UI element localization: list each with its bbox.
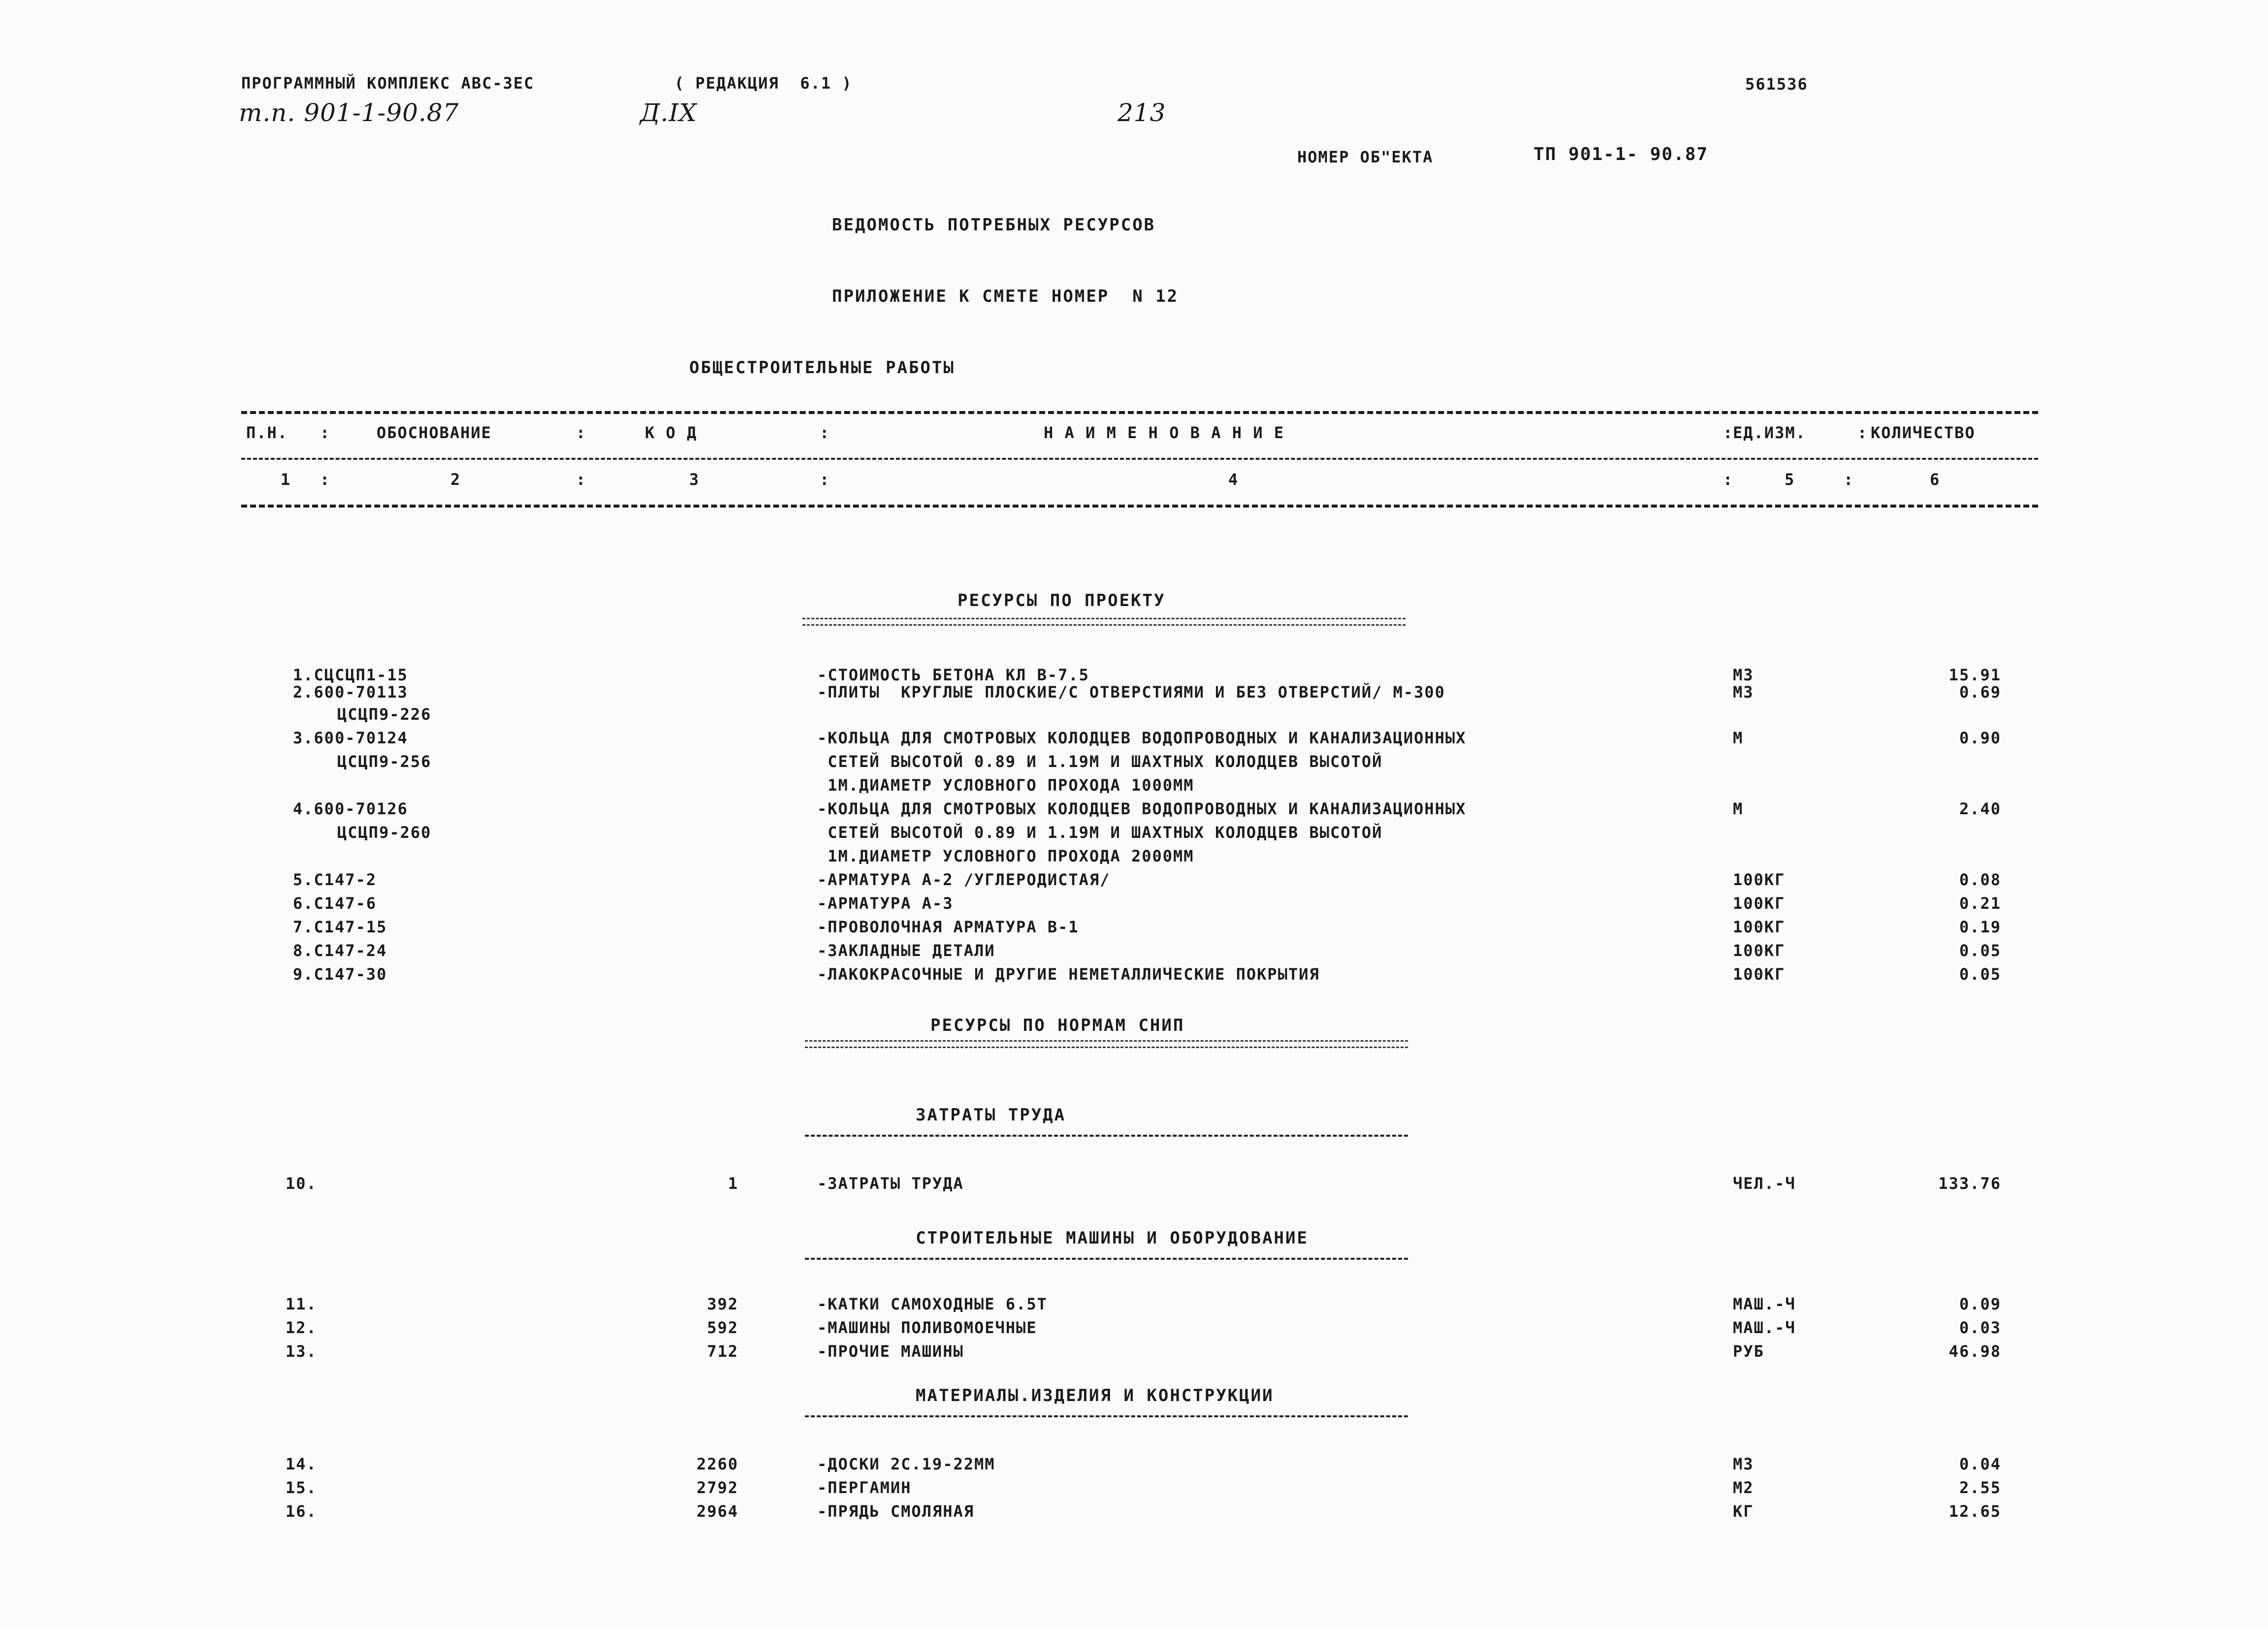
row-unit: 100КГ: [1733, 894, 1786, 913]
row-name: -АРМАТУРА А-3: [817, 894, 954, 913]
row-quantity: 0.90: [1959, 729, 2001, 747]
row-number: 8.С147-24: [293, 941, 387, 960]
row-name-line-2: СЕТЕЙ ВЫСОТОЙ 0.89 И 1.19М И ШАХТНЫХ КОЛОДЦЕВ ВЫСОТОЙ: [817, 823, 1383, 842]
col-number-5: 5: [1785, 470, 1795, 489]
col-number-4: 4: [1228, 470, 1239, 489]
row-quantity: 0.05: [1959, 941, 2001, 960]
row-unit: М3: [1733, 1455, 1754, 1473]
subgroup-title-machines: СТРОИТЕЛЬНЫЕ МАШИНЫ И ОБОРУДОВАНИЕ: [916, 1228, 1309, 1248]
row-quantity: 2.55: [1959, 1478, 2001, 1497]
row-number: 1.СЦСЦП1-15: [293, 666, 408, 684]
row-code: 712: [707, 1342, 738, 1361]
col-number-2: 2: [450, 470, 461, 489]
row-quantity: 2.40: [1959, 799, 2001, 818]
row-number: 6.С147-6: [293, 894, 377, 913]
row-name: -СТОИМОСТЬ БЕТОНА КЛ В-7.5: [817, 666, 1089, 684]
document-number: 561536: [1745, 75, 1808, 94]
row-basis: ЦСЦП9-260: [337, 823, 432, 842]
row-name: -ЗАТРАТЫ ТРУДА: [817, 1174, 964, 1193]
row-name-line-3: 1М.ДИАМЕТР УСЛОВНОГО ПРОХОДА 1000ММ: [817, 776, 1194, 795]
row-unit: М: [1733, 799, 1744, 818]
header-rule-middle: [241, 458, 2038, 462]
row-code: 2260: [696, 1455, 738, 1473]
group-title-norms-underline: [805, 1040, 1408, 1048]
subgroup-machines-underline: [805, 1258, 1408, 1262]
row-number: 4.600-70126: [293, 799, 408, 818]
row-unit: 100КГ: [1733, 941, 1786, 960]
row-unit: ЧЕЛ.-Ч: [1733, 1174, 1796, 1193]
row-unit: КГ: [1733, 1502, 1754, 1521]
col-header-name: Н А И М Е Н О В А Н И Е: [1044, 423, 1285, 442]
row-unit: М2: [1733, 1478, 1754, 1497]
row-number: 15.: [286, 1478, 317, 1497]
handwritten-page-number: 213: [1118, 98, 1166, 127]
row-name: -ПЛИТЫ КРУГЛЫЕ ПЛОСКИЕ/С ОТВЕРСТИЯМИ И БЕЗ ОТВЕРСТИЙ/ М-300: [817, 683, 1445, 702]
subgroup-title-labor: ЗАТРАТЫ ТРУДА: [916, 1105, 1066, 1125]
document-subtitle: ПРИЛОЖЕНИЕ К СМЕТЕ НОМЕР N 12: [832, 287, 1179, 306]
col-header-item-no: П.Н.: [246, 423, 288, 442]
col-header-quantity: КОЛИЧЕСТВО: [1871, 423, 1976, 442]
row-name: -ПРОЧИЕ МАШИНЫ: [817, 1342, 964, 1361]
row-name: -ПЕРГАМИН: [817, 1478, 912, 1497]
row-unit: 100КГ: [1733, 870, 1786, 889]
row-unit: РУБ: [1733, 1342, 1764, 1361]
row-code: 592: [707, 1318, 738, 1337]
row-number: 13.: [286, 1342, 317, 1361]
header-rule-bottom: [241, 505, 2038, 510]
row-name: -МАШИНЫ ПОЛИВОМОЕЧНЫЕ: [817, 1318, 1037, 1337]
row-code: 2792: [696, 1478, 738, 1497]
row-quantity: 0.19: [1959, 918, 2001, 936]
row-unit: МАШ.-Ч: [1733, 1295, 1796, 1313]
program-edition: ( РЕДАКЦИЯ 6.1 ): [674, 74, 853, 93]
col-header-code: К О Д: [645, 423, 698, 442]
handwritten-doc-code: т.п. 901-1-90.87: [239, 98, 459, 127]
row-unit: 100КГ: [1733, 918, 1786, 936]
row-number: 5.С147-2: [293, 870, 377, 889]
row-quantity: 12.65: [1949, 1502, 2001, 1521]
document-title: ВЕДОМОСТЬ ПОТРЕБНЫХ РЕСУРСОВ: [832, 215, 1156, 235]
col-number-3: 3: [689, 470, 700, 489]
subgroup-materials-underline: [805, 1415, 1408, 1420]
group-title-norms: РЕСУРСЫ ПО НОРМАМ СНИП: [930, 1016, 1185, 1035]
row-quantity: 0.09: [1959, 1295, 2001, 1313]
row-code: 1: [728, 1174, 738, 1193]
row-unit: М: [1733, 729, 1744, 747]
row-number: 7.С147-15: [293, 918, 387, 936]
row-quantity: 0.03: [1959, 1318, 2001, 1337]
row-name-line-2: СЕТЕЙ ВЫСОТОЙ 0.89 И 1.19М И ШАХТНЫХ КОЛОДЦЕВ ВЫСОТОЙ: [817, 752, 1383, 771]
row-name: -ПРЯДЬ СМОЛЯНАЯ: [817, 1502, 974, 1521]
object-number-label: НОМЕР ОБ"ЕКТА: [1297, 148, 1434, 166]
row-quantity: 46.98: [1949, 1342, 2001, 1361]
row-number: 16.: [286, 1502, 317, 1521]
row-number: 2.600-70113: [293, 683, 408, 702]
row-basis: ЦСЦП9-226: [337, 705, 432, 724]
row-name-line-3: 1М.ДИАМЕТР УСЛОВНОГО ПРОХОДА 2000ММ: [817, 847, 1194, 865]
subgroup-labor-underline: [805, 1135, 1408, 1139]
row-code: 2964: [696, 1502, 738, 1521]
row-name: -ДОСКИ 2С.19-22ММ: [817, 1455, 995, 1473]
row-number: 10.: [286, 1174, 317, 1193]
row-number: 14.: [286, 1455, 317, 1473]
group-title-project-underline: [802, 618, 1406, 626]
object-number-value: ТП 901-1- 90.87: [1533, 144, 1709, 164]
row-number: 12.: [286, 1318, 317, 1337]
row-quantity: 0.04: [1959, 1455, 2001, 1473]
program-name: ПРОГРАММНЫЙ КОМПЛЕКС АВС-3ЕС: [241, 74, 535, 93]
group-title-project: РЕСУРСЫ ПО ПРОЕКТУ: [958, 591, 1166, 610]
subgroup-title-materials: МАТЕРИАЛЫ.ИЗДЕЛИЯ И КОНСТРУКЦИИ: [916, 1386, 1274, 1405]
row-name: -КАТКИ САМОХОДНЫЕ 6.5Т: [817, 1295, 1048, 1313]
row-quantity: 0.21: [1959, 894, 2001, 913]
row-name: -КОЛЬЦА ДЛЯ СМОТРОВЫХ КОЛОДЦЕВ ВОДОПРОВОДНЫХ И КАНАЛИЗАЦИОННЫХ: [817, 729, 1467, 747]
row-name: -ЛАКОКРАСОЧНЫЕ И ДРУГИЕ НЕМЕТАЛЛИЧЕСКИЕ ПОКРЫТИЯ: [817, 965, 1320, 984]
col-number-1: 1: [281, 470, 291, 489]
row-quantity: 15.91: [1949, 666, 2001, 684]
header-rule-top: [241, 411, 2038, 416]
row-unit: М3: [1733, 683, 1754, 702]
row-code: 392: [707, 1295, 738, 1313]
row-name: -ЗАКЛАДНЫЕ ДЕТАЛИ: [817, 941, 995, 960]
row-name: -АРМАТУРА А-2 /УГЛЕРОДИСТАЯ/: [817, 870, 1111, 889]
col-header-basis: ОБОСНОВАНИЕ: [377, 423, 492, 442]
row-quantity: 0.69: [1959, 683, 2001, 702]
row-quantity: 133.76: [1938, 1174, 2001, 1193]
col-number-6: 6: [1930, 470, 1941, 489]
row-quantity: 0.08: [1959, 870, 2001, 889]
row-name: -ПРОВОЛОЧНАЯ АРМАТУРА В-1: [817, 918, 1079, 936]
row-basis: ЦСЦП9-256: [337, 752, 432, 771]
row-number: 11.: [286, 1295, 317, 1313]
row-name: -КОЛЬЦА ДЛЯ СМОТРОВЫХ КОЛОДЦЕВ ВОДОПРОВОДНЫХ И КАНАЛИЗАЦИОННЫХ: [817, 799, 1467, 818]
row-number: 3.600-70124: [293, 729, 408, 747]
handwritten-mark: Д.IX: [640, 98, 697, 127]
row-unit: МАШ.-Ч: [1733, 1318, 1796, 1337]
row-quantity: 0.05: [1959, 965, 2001, 984]
col-header-unit: ЕД.ИЗМ.: [1733, 423, 1806, 442]
row-unit: 100КГ: [1733, 965, 1786, 984]
row-number: 9.С147-30: [293, 965, 387, 984]
row-unit: М3: [1733, 666, 1754, 684]
section-title: ОБЩЕСТРОИТЕЛЬНЫЕ РАБОТЫ: [689, 358, 955, 378]
document-page: ПРОГРАММНЫЙ КОМПЛЕКС АВС-3ЕС ( РЕДАКЦИЯ 6.1 ) т.п. 901-1-90.87 Д.IX 213 561536 НОМЕР ОБ"ЕКТА ТП 901-1- 90.87 ВЕДОМОСТЬ ПОТРЕБНЫХ РЕСУРСОВ ПРИЛОЖЕНИЕ К СМЕТЕ НОМЕР N 12 ОБЩЕСТРОИТЕЛЬНЫЕ РАБОТЫ П.Н. : ОБОСНОВАНИЕ : К О Д : Н А И М Е Н О В А Н И Е : ЕД.ИЗМ. : КОЛИЧЕСТВО 1 : 2 : 3 : 4 : 5 : 6 РЕСУРСЫ ПО ПРОЕКТУ 1.СЦСЦП1-15 -СТОИМОСТЬ БЕТОНА КЛ В-7.5 М3 15.91 2.600-70113 -ПЛИТЫ КРУГЛЫЕ ПЛОСКИЕ/С ОТВЕРСТИЯМИ И БЕЗ ОТВЕРСТИЙ/ М-300 М3 0.69 ЦСЦП9-226 3.600-70124 -КОЛЬЦА ДЛЯ СМОТРОВЫХ КОЛОДЦЕВ ВОДОПРОВОДНЫХ И КАНАЛИЗАЦИОННЫХ М 0.90 ЦСЦП9-256 СЕТЕЙ ВЫСОТОЙ 0.89 И 1.19М И ШАХТНЫХ КОЛОДЦЕВ ВЫСОТОЙ 1М.ДИАМЕТР УСЛОВНОГО ПРОХОДА 1000ММ 4.600-70126 -КОЛЬЦА ДЛЯ СМОТРОВЫХ КОЛОДЦЕВ ВОДОПРОВОДНЫХ И КАНАЛИЗАЦИОННЫХ М 2.40 ЦСЦП9-260 СЕТЕЙ ВЫСОТОЙ 0.89 И 1.19М И ШАХТНЫХ КОЛОДЦЕВ ВЫСОТОЙ 1М.ДИАМЕТР УСЛОВНОГО ПРОХОДА 2000ММ 5.С147-2 -АРМАТУРА А-2 /УГЛЕРОДИСТАЯ/ 100КГ 0.08 6.С147-6 -АРМАТУРА А-3 100КГ 0.21 7.С147-15 -ПРОВОЛОЧНАЯ АРМАТУРА В-1 100КГ 0.19 8.С147-24 -ЗАКЛАДНЫЕ ДЕТАЛИ 100КГ 0.05 9.С147-30 -ЛАКОКРАСОЧНЫЕ И ДРУГИЕ НЕМЕТАЛЛИЧЕСКИЕ ПОКРЫТИЯ 100КГ 0.05 РЕСУРСЫ ПО НОРМАМ СНИП ЗАТРАТЫ ТРУДА 10. 1 -ЗАТРАТЫ ТРУДА ЧЕЛ.-Ч 133.76 СТРОИТЕЛЬНЫЕ МАШИНЫ И ОБОРУДОВАНИЕ 11. 392 -КАТКИ САМОХОДНЫЕ 6.5Т МАШ.-Ч 0.09 12. 592 -МАШИНЫ ПОЛИВОМОЕЧНЫЕ МАШ.-Ч 0.03 13. 712 -ПРОЧИЕ МАШИНЫ РУБ 46.98 МАТЕРИАЛЫ.ИЗДЕЛИЯ И КОНСТРУКЦИИ 14. 2260 -ДОСКИ 2С.19-22ММ М3 0.04 15. 2792 -ПЕРГАМИН М2 2.55 16. 2964 -ПРЯДЬ СМОЛЯНАЯ КГ 12.65: [0, 0, 2268, 1628]
